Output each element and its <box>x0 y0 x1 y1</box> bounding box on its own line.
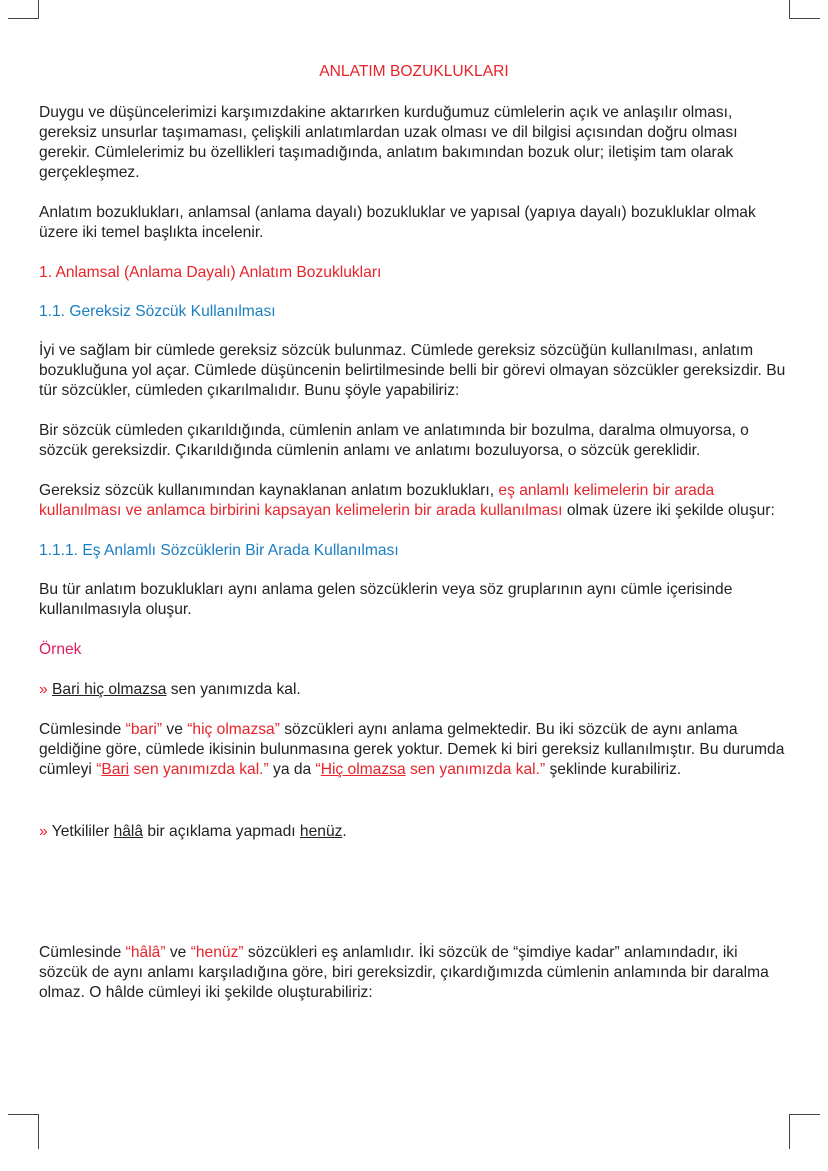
text-span: sen yanımızda kal. <box>166 681 301 698</box>
crop-mark-top-right <box>789 0 820 19</box>
text-span: ya da <box>268 761 316 778</box>
text-span: Yetkililer <box>51 823 114 840</box>
explanation-paragraph-1 <box>39 720 789 780</box>
text-span: olmak üzere iki şekilde oluşur: <box>562 502 775 519</box>
text-span: bir açıklama yapmadı <box>143 823 300 840</box>
quoted-sentence: sen yanımızda kal.” <box>129 761 269 778</box>
crop-mark-bottom-right <box>789 1114 820 1149</box>
text-span: ve <box>162 721 188 738</box>
crop-mark-bottom-left <box>8 1114 39 1149</box>
text-span: şeklinde kurabiliriz. <box>545 761 682 778</box>
example-label: Örnek <box>39 641 82 658</box>
classification-paragraph: Anlatım bozuklukları, anlamsal (anlama dayalı) bozukluklar ve yapısal (yapıya dayalı) bozukluklar olmak üzere iki temel başlıkta incelenir. <box>39 204 756 241</box>
test-rule-paragraph: Bir sözcük cümleden çıkarıldığında, cümlenin anlam ve anlatımında bir bozulma, daralma olmuyorsa, o sözcük gereksizdir. Çıkarıldığında cümlenin anlamı ve anlatımı bozuluyorsa, o sözcük gereklidir. <box>39 422 749 459</box>
bullet-marker: » <box>39 681 53 698</box>
underlined-span: Hiç olmazsa <box>320 761 406 778</box>
synonym-definition-paragraph: Bu tür anlatım bozuklukları aynı anlama gelen sözcüklerin veya söz gruplarının aynı cümle içerisinde kullanılmasıyla oluşur. <box>39 581 733 618</box>
explanation-paragraph-2 <box>39 943 789 1003</box>
underlined-span: Bari <box>101 761 130 778</box>
section-heading-1: 1. Anlamsal (Anlama Dayalı) Anlatım Bozuklukları <box>39 264 382 281</box>
text-span: Cümlesinde <box>39 721 126 738</box>
crop-mark-top-left <box>8 0 39 19</box>
intro-paragraph: Duygu ve düşüncelerimizi karşımızdakine aktarırken kurduğumuz cümlelerin açık ve anlaşılır olması, gereksiz unsurlar taşımaması, çelişkili anlatımlardan uzak olması ve dil bilgisi açısından doğru olması gerekir. Cümlelerimiz bu özellikleri taşımadığında, anlatım bakımından bozuk olur; iletişim tam olarak gerçekleşmez. <box>39 104 738 181</box>
section-heading-1-1: 1.1. Gereksiz Sözcük Kullanılması <box>39 303 276 320</box>
text-span: Cümlesinde <box>39 944 126 961</box>
quoted-word: “hiç olmazsa” <box>187 721 280 738</box>
underlined-span: henüz <box>299 823 343 840</box>
bullet-marker: » <box>39 823 52 840</box>
quoted-sentence: sen yanımızda kal.” <box>405 761 546 778</box>
highlight-span: eş anlamlı kelimelerin bir arada kullanılması ve anlamca birbirini kapsayan kelimelerin bir arada kullanılması <box>39 482 715 519</box>
section-heading-1-1-1: 1.1.1. Eş Anlamlı Sözcüklerin Bir Arada Kullanılması <box>39 542 399 559</box>
text-span: sözcükleri eş anlamlıdır. İki sözcük de “şimdiye kadar” anlamındadır, iki sözcük de aynı anlamı karşıladığına göre, biri gereksizdir, çıkardığımızda cümlenin anlamında bir daralma olmaz. O hâlde cümleyi iki şekilde oluşturabiliriz: <box>39 944 769 1001</box>
text-span: sözcükleri aynı anlama gelmektedir. Bu iki sözcük de aynı anlama geldiğine göre, cümlede ikisinin bulunmasına gerek yoktur. Demek ki biri gereksiz kullanılmıştır. Bu durumda cümleyi <box>39 721 785 778</box>
underlined-span: hâlâ <box>113 823 144 840</box>
quote-mark: “ <box>315 761 321 778</box>
text-span: . <box>342 823 347 840</box>
document-title: ANLATIM BOZUKLUKLARI <box>319 63 509 80</box>
quote-mark: “ <box>96 761 102 778</box>
unnecessary-word-paragraph: İyi ve sağlam bir cümlede gereksiz sözcük bulunmaz. Cümlede gereksiz sözcüğün kullanılması, anlatım bozukluğuna yol açar. Cümlede düşüncenin belirtilmesinde belli bir görevi olmayan sözcükler gereksizdir. Bu tür sözcükler, cümleden çıkarılmalıdır. Bunu şöyle yapabiliriz: <box>39 342 786 399</box>
text-span: ve <box>165 944 191 961</box>
example-sentence-1 <box>39 680 789 700</box>
quoted-word: “bari” <box>125 721 163 738</box>
quoted-word: “henüz” <box>190 944 244 961</box>
underlined-span: Bari hiç olmazsa <box>52 681 167 698</box>
quoted-word: “hâlâ” <box>125 944 166 961</box>
types-paragraph <box>39 481 789 521</box>
text-span: Gereksiz sözcük kullanımından kaynaklanan anlatım bozuklukları, <box>39 482 499 499</box>
document-page <box>39 62 789 1023</box>
example-sentence-2 <box>39 822 789 842</box>
